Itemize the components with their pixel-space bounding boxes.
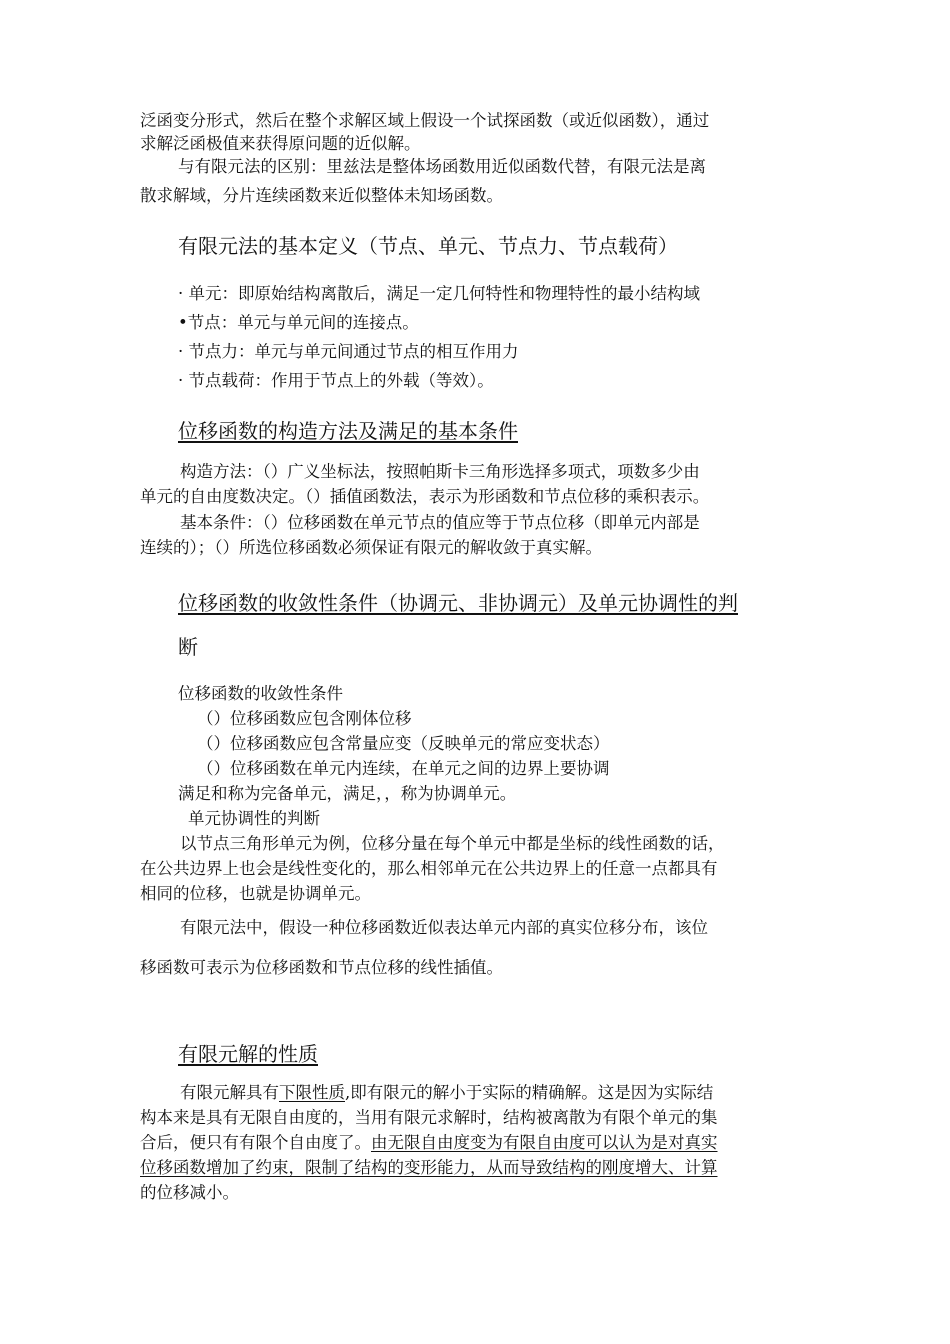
text-line: 散求解域，分片连续函数来近似整体未知场函数。	[140, 186, 503, 205]
list-item: · 单元：即原始结构离散后，满足一定几何特性和物理特性的最小结构域	[178, 284, 700, 303]
basic-conditions-paragraph	[140, 511, 700, 559]
text-line: 有限元法中，假设一种位移函数近似表达单元内部的真实位移分布，该位	[180, 918, 708, 937]
list-item: · 节点载荷：作用于节点上的外载（等效）。	[178, 371, 494, 390]
text-run: ,即有限元的解小于实际的精确解。这是因为实际结	[345, 1083, 714, 1102]
text-line: 满足和称为完备单元，满足，，称为协调单元。	[178, 784, 517, 803]
heading-line: 断	[178, 635, 198, 659]
lower-bound-term: 下限性质	[279, 1083, 345, 1102]
compatibility-paragraph	[140, 832, 725, 905]
text-line: 泛函变分形式，然后在整个求解区域上假设一个试探函数（或近似函数），通过	[140, 111, 710, 130]
text-line	[140, 1081, 718, 1106]
text-line: 以节点三角形单元为例，位移分量在每个单元中都是坐标的线性函数的话，	[180, 834, 725, 853]
definitions-list	[178, 282, 700, 392]
condition-item: （）位移函数应包含常量应变（反映单元的常应变状态）	[197, 734, 610, 753]
intro-paragraph-2	[140, 155, 706, 207]
heading-line: 位移函数的收敛性条件（协调元、非协调元）及单元协调性的判	[178, 591, 738, 615]
text-line: 移函数可表示为位移函数和节点位移的线性插值。	[140, 958, 503, 977]
text-line: 单元的自由度数决定。（）插值函数法，表示为形函数和节点位移的乘积表示。	[140, 487, 710, 506]
text-run: 合后，便只有有限个自由度了。	[140, 1133, 371, 1152]
list-item: · 节点力：单元与单元间通过节点的相互作用力	[178, 342, 519, 361]
interpolation-paragraph	[140, 916, 708, 979]
text-line: 在公共边界上也会是线性变化的，那么相邻单元在公共边界上的任意一点都具有	[140, 859, 718, 878]
text-line: 与有限元法的区别：里兹法是整体场函数用近似函数代替，有限元法是离	[178, 157, 706, 176]
text-line: 连续的）；（）所选位移函数必须保证有限元的解收敛于真实解。	[140, 538, 602, 557]
list-item: •节点：单元与单元间的连接点。	[178, 313, 419, 332]
text-line	[140, 1131, 718, 1156]
subheading: 位移函数的收敛性条件	[178, 684, 343, 703]
section-heading-convergence	[178, 590, 738, 660]
solution-properties-paragraph	[140, 1081, 718, 1204]
underlined-text: 位移函数增加了约束，限制了结构的变形能力，从而导致结构的刚度增大、计算	[140, 1158, 718, 1177]
condition-item: （）位移函数应包含刚体位移	[197, 709, 412, 728]
text-line: 构造方法：（）广义坐标法，按照帕斯卡三角形选择多项式，项数多少由	[180, 462, 700, 481]
section-heading-solution-properties: 有限元解的性质	[178, 1042, 318, 1066]
condition-item: （）位移函数在单元内连续，在单元之间的边界上要协调	[197, 759, 610, 778]
intro-paragraph-1	[140, 109, 709, 155]
construction-method-paragraph	[140, 460, 709, 508]
text-line: 相同的位移，也就是协调单元。	[140, 884, 371, 903]
underlined-text: 由无限自由度变为有限自由度可以认为是对真实	[371, 1133, 718, 1152]
text-line: 的位移减小。	[140, 1183, 239, 1202]
text-line: 构本来是具有无限自由度的，当用有限元求解时，结构被离散为有限个单元的集	[140, 1108, 718, 1127]
text-run: 有限元解具有	[180, 1083, 279, 1102]
text-line: 求解泛函极值来获得原问题的近似解。	[140, 134, 421, 153]
text-line: 基本条件：（）位移函数在单元节点的值应等于节点位移（即单元内部是	[180, 513, 700, 532]
convergence-block	[178, 682, 610, 830]
section-heading-displacement-construction: 位移函数的构造方法及满足的基本条件	[178, 419, 518, 443]
subheading: 单元协调性的判断	[188, 809, 320, 828]
section-heading-definitions: 有限元法的基本定义（节点、单元、节点力、节点载荷）	[178, 234, 678, 258]
